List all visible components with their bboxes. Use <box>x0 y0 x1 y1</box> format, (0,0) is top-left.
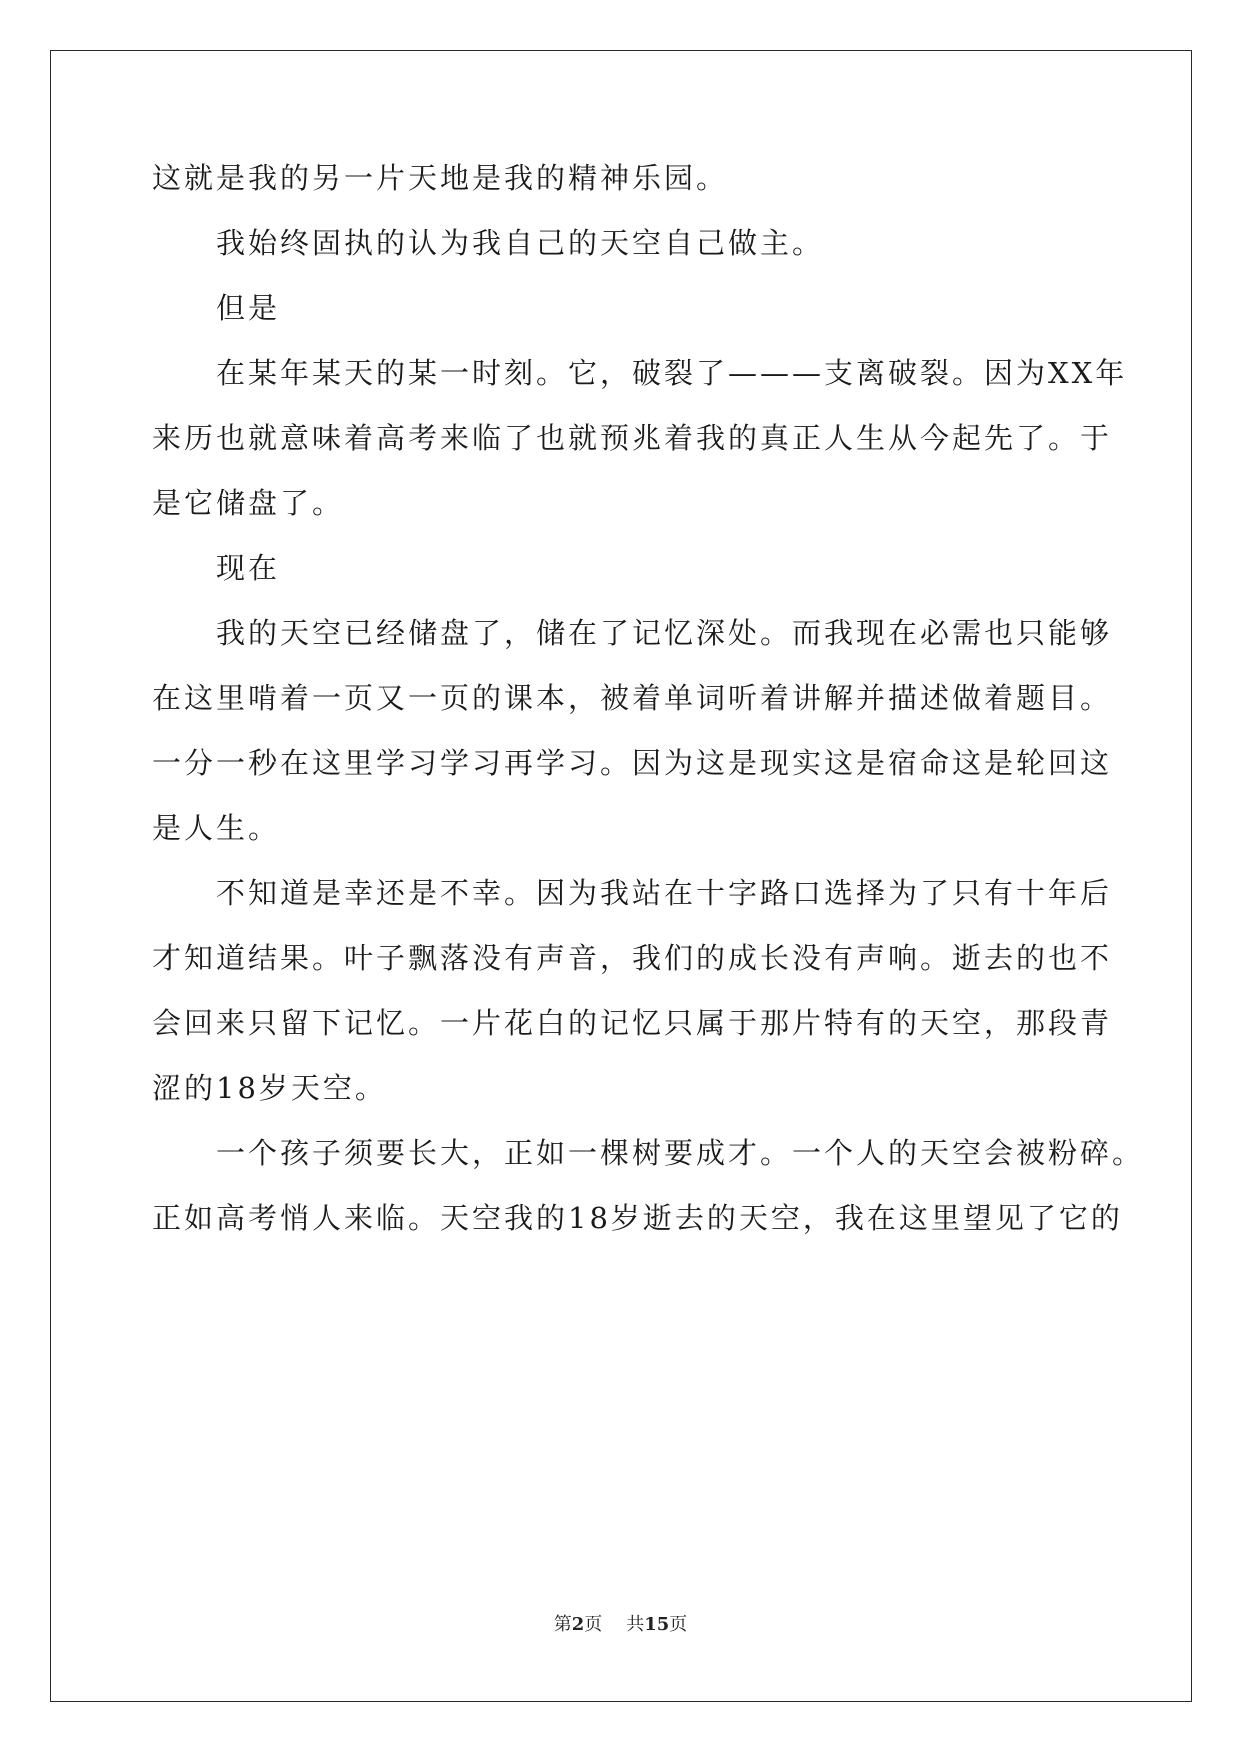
current-page-number: 2 <box>571 1614 585 1635</box>
text-line: 这就是我的另一片天地是我的精神乐园。 <box>152 161 729 195</box>
text-line: 我始终固执的认为我自己的天空自己做主。 <box>216 226 825 260</box>
text-line: 现在 <box>216 551 281 585</box>
text-line: 在某年某天的某一时刻。它，破裂了———支离破裂。因为XX年 <box>216 356 1128 390</box>
document-body <box>152 158 1145 1263</box>
total-page-count: 15 <box>644 1614 670 1635</box>
text-line: 会回来只留下记忆。一片花白的记忆只属于那片特有的天空，那段青 <box>152 1006 1113 1040</box>
text-line: 才知道结果。叶子飘落没有声音，我们的成长没有声响。逝去的也不 <box>152 941 1113 975</box>
text-line: 是它储盘了。 <box>152 486 345 520</box>
text-line: 不知道是幸还是不幸。因为我站在十字路口选择为了只有十年后 <box>216 876 1113 910</box>
page-prefix: 第 <box>553 1614 572 1635</box>
text-line: 来历也就意味着高考来临了也就预兆着我的真正人生从今起先了。于 <box>152 421 1113 455</box>
text-line: 但是 <box>216 291 281 325</box>
page-footer <box>0 1610 1241 1636</box>
page-suffix: 页 <box>584 1614 603 1635</box>
text-line: 一分一秒在这里学习学习再学习。因为这是现实这是宿命这是轮回这 <box>152 746 1113 780</box>
text-line: 我的天空已经储盘了，储在了记忆深处。而我现在必需也只能够 <box>216 616 1113 650</box>
text-line: 一个孩子须要长大，正如一棵树要成才。一个人的天空会被粉碎。 <box>216 1136 1145 1170</box>
total-prefix: 共 <box>626 1614 645 1635</box>
text-line: 在这里啃着一页又一页的课本，被着单词听着讲解并描述做着题目。 <box>152 681 1113 715</box>
text-line: 正如高考悄人来临。天空我的18岁逝去的天空，我在这里望见了它的 <box>152 1201 1123 1235</box>
text-line: 涩的18岁天空。 <box>152 1071 387 1105</box>
total-suffix: 页 <box>669 1614 688 1635</box>
text-line: 是人生。 <box>152 811 281 845</box>
